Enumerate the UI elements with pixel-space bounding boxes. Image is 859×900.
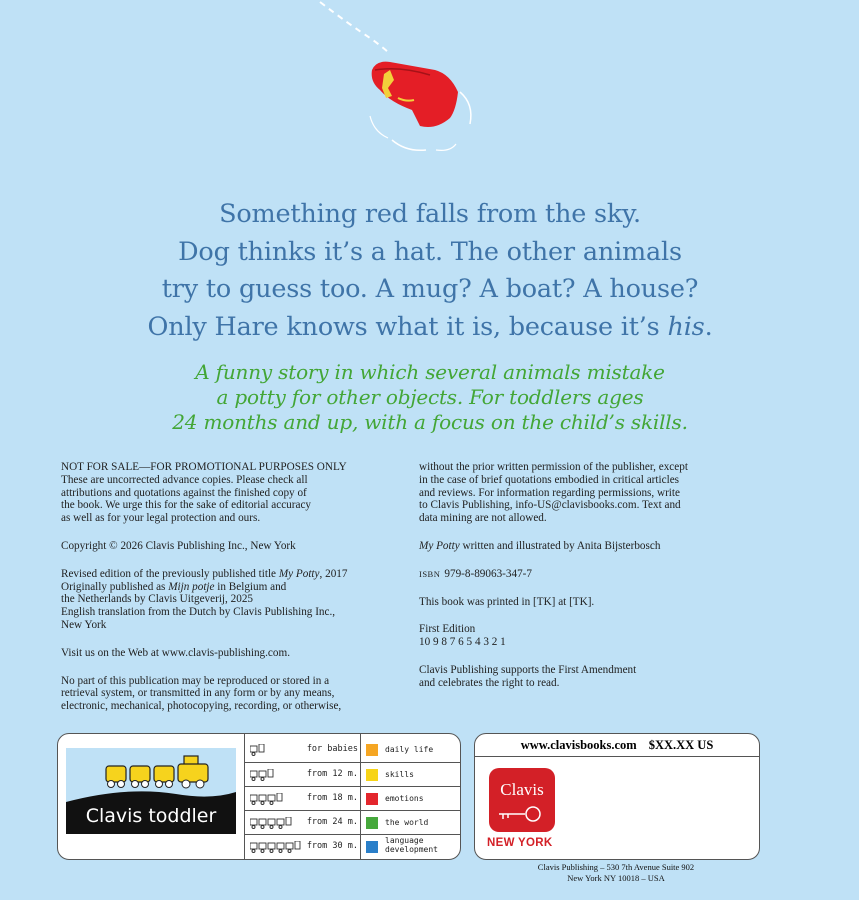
title: My Potty [278, 567, 320, 580]
city-label: NEW YORK [487, 837, 553, 849]
falling-potty-illustration [310, 0, 510, 170]
age-category-row [244, 810, 460, 835]
copyright: Copyright © 2026 Clavis Publishing Inc., New York [61, 539, 296, 552]
blurb-line: Something red falls from the sky. [219, 199, 641, 229]
printed-line: This book was printed in [TK] at [TK]. [419, 595, 595, 608]
rights-notice [61, 675, 406, 713]
rights-line: retrieval system, or transmitted in any form or by any means, [61, 687, 335, 700]
rights-line: electronic, mechanical, photocopying, recording, or otherwise, [61, 700, 342, 713]
promo-line: These are uncorrected advance copies. Please check all [61, 473, 308, 486]
train-age-icon [250, 817, 292, 829]
blurb-line: Dog thinks it’s a hat. The other animals [178, 236, 682, 267]
isbn-number: 979-8-89063-347-7 [444, 567, 532, 580]
colophon-left [61, 461, 406, 728]
key-icon [497, 804, 547, 824]
price-line [475, 734, 759, 757]
publisher-website: www.clavisbooks.com [520, 738, 637, 752]
author-credit [419, 540, 764, 553]
age-label: from 30 m. [306, 841, 358, 851]
train-age-icon [250, 769, 274, 781]
age-category-row [244, 738, 460, 762]
tagline-line: A funny story in which several animals mistake [195, 360, 665, 384]
blurb-text: Only Hare knows what it is, because it’s [147, 311, 668, 342]
title: Mijn potje [168, 580, 215, 593]
price-box [474, 733, 760, 860]
promo-notice [61, 461, 406, 525]
blurb-line [60, 309, 800, 347]
text: , 2017 [319, 567, 348, 580]
category-label: daily life [385, 745, 434, 754]
colophon-right [419, 461, 764, 705]
rights-line: No part of this publication may be reproduced or stored in a [61, 674, 330, 687]
blurb-line: try to guess too. A mug? A boat? A house? [161, 274, 699, 304]
train-age-icon [250, 793, 283, 805]
promo-line: attributions and quotations against the finished copy of [61, 486, 307, 499]
title: My Potty [419, 539, 460, 552]
tagline-line: a potty for other objects. For toddlers ages [216, 385, 644, 409]
text: in Belgium and [214, 580, 287, 593]
text: Revised edition of the previously published title [61, 567, 279, 580]
isbn-line [419, 568, 764, 581]
rights-line: data mining are not allowed. [419, 512, 547, 525]
printing-numbers: 10 9 8 7 6 5 4 3 2 1 [419, 636, 506, 649]
blurb-emphasis: his [667, 311, 705, 342]
promo-line: as well as for your legal protection and ours. [61, 512, 261, 525]
category-color-swatch [366, 841, 378, 853]
amendment-line: Clavis Publishing supports the First Amendment [419, 663, 637, 676]
rights-notice-cont [419, 461, 764, 525]
original-line [61, 581, 406, 594]
age-category-row [244, 834, 460, 859]
original-line: the Netherlands by Clavis Uitgeverij, 2025 [61, 593, 254, 606]
category-color-swatch [366, 793, 378, 805]
address-line: Clavis Publishing – 530 7th Avenue Suite 902 [537, 862, 695, 872]
category-label: skills [385, 770, 414, 779]
age-label: from 12 m. [306, 769, 358, 779]
category-color-swatch [366, 744, 378, 756]
price: $XX.XX US [648, 738, 714, 752]
first-amendment-note [419, 664, 764, 690]
text: written and illustrated by Anita Bijsterbosch [459, 539, 661, 552]
age-category-row [244, 786, 460, 811]
rights-line: without the prior written permission of the publisher, except [419, 461, 688, 473]
category-color-swatch [366, 817, 378, 829]
isbn-label: ISBN [419, 568, 441, 579]
address-line: New York NY 10018 – USA [567, 873, 665, 883]
rights-line: and reviews. For information regarding permissions, write [419, 486, 680, 499]
blurb-text: . [704, 311, 713, 342]
logo-word: Clavis [500, 780, 544, 799]
series-info-box [57, 733, 461, 860]
edition-block [419, 623, 764, 649]
age-category-row [244, 762, 460, 787]
tagline [60, 360, 800, 435]
website-line: Visit us on the Web at www.clavis-publishing.com. [61, 646, 290, 659]
tagline-line: 24 months and up, with a focus on the child’s skills. [172, 410, 688, 434]
promo-line: the book. We urge this for the sake of editorial accuracy [61, 499, 312, 512]
age-label: from 24 m. [306, 817, 358, 827]
promo-line: NOT FOR SALE—FOR PROMOTIONAL PURPOSES ONLY [61, 461, 347, 473]
age-label: for babies [306, 744, 358, 754]
text: Originally published as [61, 580, 169, 593]
category-color-swatch [366, 769, 378, 781]
clavis-toddler-logo [66, 748, 236, 834]
blurb-paragraph [60, 196, 800, 346]
translation-line: English translation from the Dutch by Clavis Publishing Inc., [61, 606, 336, 619]
train-age-icon [250, 841, 301, 853]
edition-history [61, 568, 406, 632]
train-age-icon [250, 744, 265, 756]
rights-line: in the case of brief quotations embodied in critical articles [419, 473, 680, 486]
category-label: the world [385, 818, 429, 827]
revised-line [61, 568, 406, 581]
category-label: language development [385, 836, 438, 854]
category-label: emotions [385, 794, 424, 803]
age-label: from 18 m. [306, 793, 358, 803]
translation-line: New York [61, 618, 107, 631]
logo-text: Clavis toddler [85, 805, 217, 827]
amendment-line: and celebrates the right to read. [419, 676, 560, 689]
rights-line: to Clavis Publishing, info-US@clavisbooks.com. Text and [419, 499, 681, 512]
publisher-address [474, 862, 758, 884]
clavis-logo [489, 768, 555, 832]
edition-line: First Edition [419, 623, 476, 636]
